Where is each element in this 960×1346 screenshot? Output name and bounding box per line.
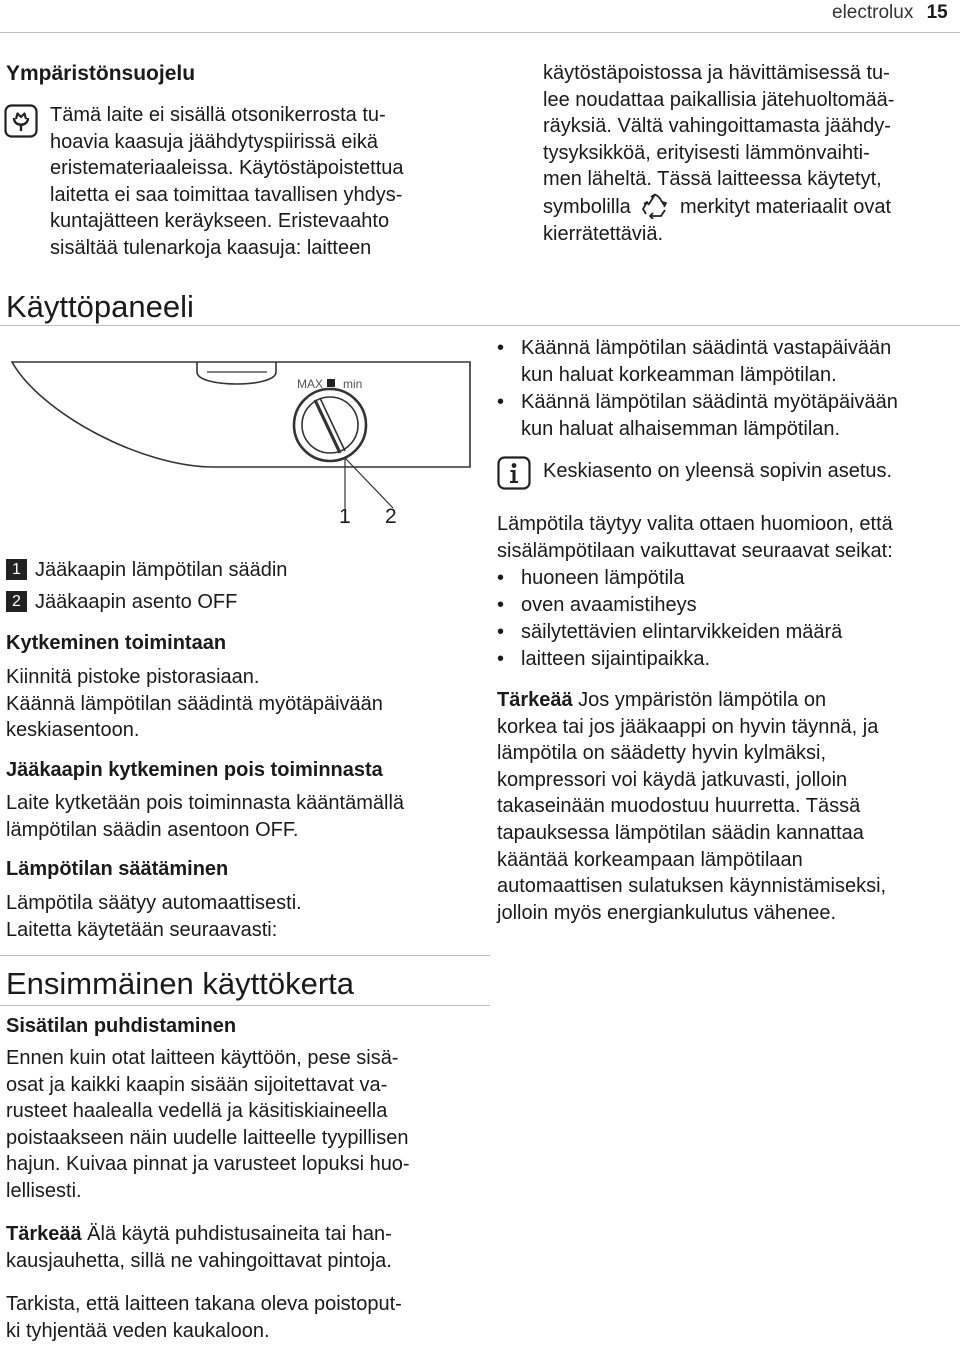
cleaning-line: Ennen kuin otat laitteen käyttöön, pese sisä- [6, 1047, 399, 1069]
legend-text: Jääkaapin lämpötilan säädin [35, 559, 288, 581]
rotate-line: Käännä lämpötilan säädintä vastapäivään [521, 337, 892, 359]
important-line: tapauksessa lämpötilan säädin kannattaa [497, 821, 864, 844]
factors-block [497, 511, 960, 673]
environment-line: sisältää tulenarkoja kaasuja: laitteen [50, 236, 372, 259]
environment-line: hoavia kaasuja jäähdytyspiirissä eikä [50, 130, 378, 153]
environment-line: käytöstäpoistossa ja hävittämisessä tu- [543, 62, 890, 84]
factor-item: • laitteen sijaintipaikka. [497, 646, 960, 673]
environment-line: tysyksikköä, erityisesti lämmönvaihti- [543, 141, 870, 164]
important-first-text: Jos ympäristön lämpötila on [572, 689, 827, 711]
dial-min-label: min [343, 377, 363, 391]
callout-1: 1 [339, 505, 351, 528]
important-line: korkea tai jos jääkaappi on hyvin täynnä, ja [497, 715, 879, 738]
important-line: takaseinään muodostuu huurretta. Tässä [497, 795, 861, 818]
switch-on-text [6, 664, 486, 744]
temp-reg-line: Lämpötila säätyy automaattisesti. [6, 892, 302, 914]
recycle-icon [640, 193, 670, 219]
important-line: kääntää korkeampaan lämpötilaan [497, 848, 803, 871]
temp-reg-line: Laitetta käytetään seuraavasti: [6, 918, 278, 941]
important-first-line [497, 687, 960, 714]
dial-max-label: MAX [297, 377, 324, 391]
legend-item [6, 589, 486, 616]
symbol-suffix: merkityt materiaalit ovat [679, 195, 892, 218]
control-panel-illustration [0, 350, 490, 540]
factors-intro-line: sisälämpötilaan vaikuttavat seuraavat seikat: [497, 540, 893, 562]
rotate-line: kun haluat korkeamman lämpötilan. [521, 364, 837, 386]
page-number: 15 [926, 2, 948, 23]
switch-on-line: Kiinnitä pistoke pistorasiaan. [6, 666, 260, 688]
factors-intro-line: Lämpötila täytyy valita ottaen huomioon, että [497, 513, 893, 535]
cleaning-line: lellisesti. [6, 1179, 82, 1202]
important-line: lämpötila on säädetty hyvin kylmäksi, [497, 742, 827, 765]
rotate-line: kun haluat alhaisemman lämpötilan. [521, 418, 841, 440]
drain-check-line: Tarkista, että laitteen takana oleva poistoput- [6, 1293, 402, 1315]
brand-name: electrolux [832, 2, 914, 23]
section-rule [0, 1005, 490, 1006]
important-line: kompressori voi käydä jatkuvasti, jolloin [497, 768, 848, 791]
section-rule [0, 325, 960, 326]
important-note-right [497, 687, 960, 926]
section-rule [0, 955, 490, 956]
cleaning-text [6, 1045, 490, 1205]
rotate-list [497, 335, 960, 443]
switch-off-text [6, 790, 486, 843]
legend-item [6, 557, 486, 584]
environment-line: räyksiä. Vältä vahingoittamasta jäähdy- [543, 115, 891, 138]
switch-off-line: Laite kytketään pois toiminnasta kääntämällä [6, 792, 405, 814]
legend-number: 1 [6, 559, 27, 580]
environment-line: lee noudattaa paikallisia jätehuoltomää- [543, 88, 895, 111]
drain-check-text [6, 1291, 490, 1344]
drain-check-line: ki tyhjentää veden kaukaloon. [6, 1319, 270, 1342]
header-rule [0, 32, 960, 33]
environment-symbol-line [543, 193, 959, 221]
important-first-text: Älä käytä puhdistusaineita tai han- [81, 1223, 392, 1245]
environment-line: Tämä laite ei sisällä otsonikerrosta tu- [50, 104, 386, 126]
important-label: Tärkeää [497, 689, 573, 711]
info-icon [497, 456, 531, 490]
symbol-prefix: symbolilla [543, 195, 631, 218]
rotate-item [497, 389, 960, 443]
legend [6, 557, 486, 616]
factors-list [497, 565, 960, 673]
environment-text-col1 [50, 102, 490, 262]
environment-heading: Ympäristönsuojelu [6, 62, 196, 85]
switch-on-heading: Kytkeminen toimintaan [6, 632, 227, 654]
important-line: jolloin myös energiankulutus vähenee. [497, 901, 837, 924]
important-line: kausjauhetta, sillä ne vahingoittavat pintoja. [6, 1249, 392, 1272]
important-label: Tärkeää [6, 1223, 82, 1245]
legend-number: 2 [6, 591, 27, 612]
page-header [832, 0, 960, 28]
environment-line: kierrätettäviä. [543, 222, 664, 245]
factor-item: • oven avaamistiheys [497, 592, 960, 619]
callout-2: 2 [385, 505, 397, 528]
cleaning-line: osat ja kaikki kaapin sisään sijoitettavat va- [6, 1073, 388, 1096]
switch-on-line: Käännä lämpötilan säädintä myötäpäivään [6, 692, 383, 715]
rotate-instructions [497, 335, 960, 443]
environment-line: eristemateriaaleissa. Käytöstäpoistettua [50, 157, 404, 180]
switch-on-line: keskiasentoon. [6, 719, 140, 742]
environment-line: laitetta ei saa toimittaa tavallisen yhdys- [50, 183, 403, 206]
rotate-item [497, 335, 960, 389]
important-first-line [6, 1221, 490, 1248]
factor-item: • säilytettävien elintarvikkeiden määrä [497, 619, 960, 646]
important-note-left [6, 1221, 490, 1274]
cleaning-line: hajun. Kuivaa pinnat ja varusteet lopuksi huo- [6, 1153, 410, 1176]
cleaning-line: poistaakseen näin uudelle laitteelle tyypillisen [6, 1126, 409, 1149]
important-line: automaattisen sulatuksen käynnistämiseksi, [497, 875, 887, 898]
control-panel-heading: Käyttöpaneeli [6, 289, 194, 324]
factor-item: • huoneen lämpötila [497, 565, 960, 592]
legend-text: Jääkaapin asento OFF [35, 591, 238, 613]
flower-icon [4, 104, 38, 138]
switch-off-line: lämpötilan säädin asentoon OFF. [6, 818, 299, 841]
cleaning-line: rusteet haalealla vedellä ja käsitiskiaineella [6, 1100, 388, 1123]
cleaning-heading: Sisätilan puhdistaminen [6, 1015, 237, 1037]
environment-line: men läheltä. Tässä laitteessa käytetyt, [543, 168, 882, 191]
info-note-text: Keskiasento on yleensä sopivin asetus. [543, 460, 893, 482]
first-use-heading: Ensimmäinen käyttökerta [6, 966, 355, 1001]
temp-reg-heading: Lämpötilan säätäminen [6, 858, 229, 880]
rotate-line: Käännä lämpötilan säädintä myötäpäivään [521, 391, 898, 413]
switch-off-heading: Jääkaapin kytkeminen pois toiminnasta [6, 759, 383, 781]
environment-line: kuntajätteen keräykseen. Eristevaahto [50, 210, 390, 233]
temp-reg-text [6, 890, 486, 943]
environment-text-col2 [543, 60, 959, 247]
